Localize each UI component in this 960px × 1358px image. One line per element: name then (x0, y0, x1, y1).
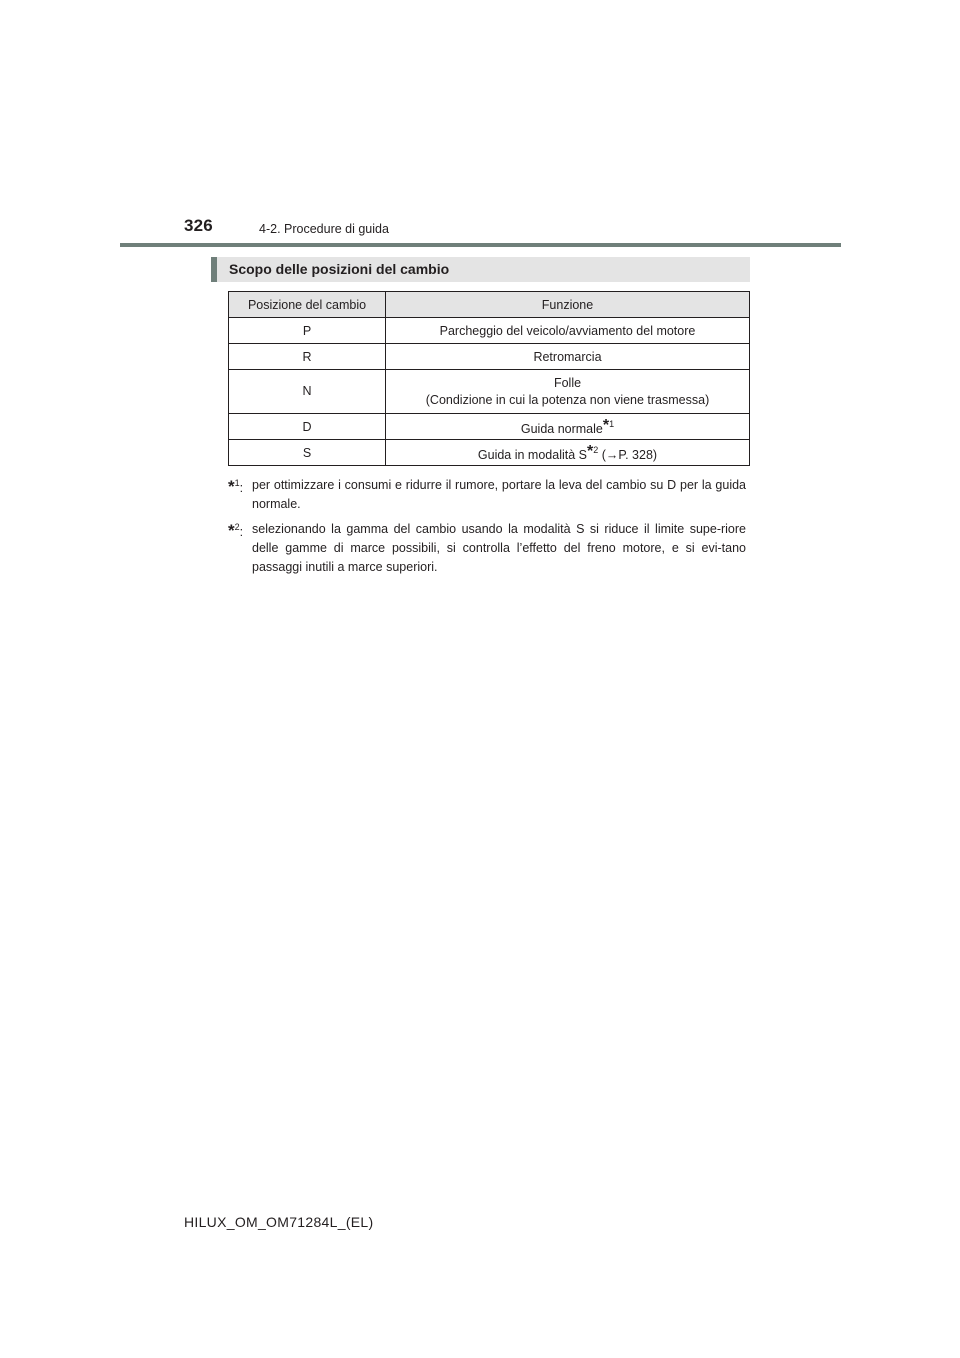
function-text: Guida normale (520, 422, 603, 436)
document-code: HILUX_OM_OM71284L_(EL) (184, 1214, 374, 1230)
function-text: Guida in modalità S (477, 448, 587, 462)
position-cell: R (229, 344, 386, 370)
position-cell: P (229, 318, 386, 344)
page-number: 326 (184, 216, 213, 235)
footnote-text: selezionando la gamma del cambio usando la modalità S si riduce il limite supe-riore delle gamme di marce possibili, si controlla l’effetto del freno motore, e si evi-tano passaggi inutili a marce superiori. (252, 522, 746, 574)
footnote (228, 518, 746, 577)
gear-positions-table (228, 291, 750, 466)
table-row (229, 440, 750, 466)
footnote-text: per ottimizzare i consumi e ridurre il rumore, portare la leva del cambio su D per la guida normale. (252, 478, 746, 511)
position-cell: N (229, 370, 386, 414)
section-heading-bar (211, 257, 750, 282)
table-row (229, 318, 750, 344)
function-cell (386, 414, 750, 440)
footnote-ref: 2 (593, 445, 599, 455)
asterisk-icon: * (228, 521, 235, 540)
position-cell: D (229, 414, 386, 440)
function-cell: Retromarcia (386, 344, 750, 370)
page-reference: (→P. 328) (598, 448, 658, 462)
function-cell (386, 370, 750, 414)
column-header-function: Funzione (386, 292, 750, 318)
asterisk-icon: * (228, 477, 235, 496)
footnote (228, 474, 746, 514)
asterisk-icon: * (587, 443, 594, 460)
table-row (229, 370, 750, 414)
header-divider (120, 243, 841, 247)
table-row (229, 344, 750, 370)
footnote-ref: 1 (609, 419, 615, 429)
function-line: Folle (553, 375, 582, 390)
footnote-marker: *$^2$: (228, 521, 244, 540)
footnote-number: 2 (234, 522, 240, 532)
footnote-number: 1 (234, 478, 240, 488)
function-cell: Parcheggio del veicolo/avviamento del motore (386, 318, 750, 344)
column-header-position: Posizione del cambio (229, 292, 386, 318)
table-header-row (229, 292, 750, 318)
table-row (229, 414, 750, 440)
asterisk-icon: * (602, 417, 610, 434)
section-label: 4-2. Procedure di guida (259, 222, 389, 236)
position-cell: S (229, 440, 386, 466)
function-cell (386, 440, 750, 466)
function-line: (Condizione in cui la potenza non viene trasmessa) (425, 392, 710, 407)
footnotes (228, 474, 746, 581)
section-heading: Scopo delle posizioni del cambio (229, 261, 450, 277)
footnote-marker: *$^1$: (228, 477, 244, 496)
